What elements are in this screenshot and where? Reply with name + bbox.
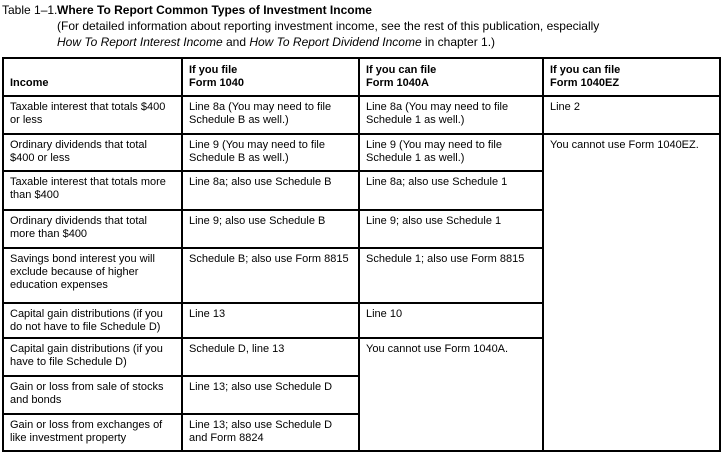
header-income-label: Income: [10, 77, 49, 89]
table-heading: Where To Report Common Types of Investment Income: [57, 3, 372, 17]
header-income: [3, 58, 182, 96]
header-form-1040: [182, 58, 359, 96]
header-1040ez-line2: Form 1040EZ: [550, 77, 620, 89]
income-cell: Savings bond interest you will exclude because of higher education expenses: [3, 248, 182, 303]
form-1040a-cell: Line 9 (You may need to file Schedule 1 as well.): [359, 134, 543, 171]
table-caption-text: [57, 2, 599, 50]
table-row: [3, 96, 720, 134]
header-1040a-line2: Form 1040A: [366, 77, 429, 89]
note-end: in chapter 1.): [421, 35, 496, 49]
form-1040ez-cell: Line 2: [543, 96, 720, 134]
form-1040a-cell: Line 10: [359, 303, 543, 338]
header-1040a-line1: If you can file: [366, 64, 437, 76]
table-caption: [2, 2, 599, 50]
income-cell: Capital gain distributions (if you do not have to file Schedule D): [3, 303, 182, 338]
form-1040-cell: Line 13; also use Schedule D and Form 8824: [182, 414, 359, 451]
header-row: [3, 58, 720, 96]
form-1040a-cell: Schedule 1; also use Form 8815: [359, 248, 543, 303]
income-cell: Taxable interest that totals more than $400: [3, 171, 182, 210]
income-cell: Capital gain distributions (if you have to file Schedule D): [3, 338, 182, 376]
form-1040-cell: Schedule D, line 13: [182, 338, 359, 376]
note-line1: (For detailed information about reporting investment income, see the rest of this publication, especially: [57, 19, 600, 33]
table-row: [3, 134, 720, 171]
form-1040-cell: Line 8a; also use Schedule B: [182, 171, 359, 210]
note-ref-interest: How To Report Interest Income: [57, 35, 223, 49]
form-1040-cell: Line 13: [182, 303, 359, 338]
note-ref-dividend: How To Report Dividend Income: [249, 35, 422, 49]
form-1040-cell: Line 9; also use Schedule B: [182, 210, 359, 248]
table-number: Table 1–1.: [2, 3, 58, 17]
header-1040ez-line1: If you can file: [550, 64, 621, 76]
header-form-1040a: [359, 58, 543, 96]
investment-income-table: [2, 57, 721, 452]
income-cell: Gain or loss from sale of stocks and bonds: [3, 376, 182, 414]
note-mid: and: [222, 35, 250, 49]
income-cell: Ordinary dividends that total more than $400: [3, 210, 182, 248]
form-1040-cell: Line 13; also use Schedule D: [182, 376, 359, 414]
header-1040-line2: Form 1040: [189, 77, 245, 89]
cannot-use-1040ez-cell: You cannot use Form 1040EZ.: [543, 134, 720, 451]
cannot-use-1040a-cell: You cannot use Form 1040A.: [359, 338, 543, 451]
form-1040-cell: Line 9 (You may need to file Schedule B as well.): [182, 134, 359, 171]
form-1040-cell: Line 8a (You may need to file Schedule B as well.): [182, 96, 359, 134]
income-cell: Ordinary dividends that total $400 or less: [3, 134, 182, 171]
form-1040a-cell: Line 8a; also use Schedule 1: [359, 171, 543, 210]
form-1040a-cell: Line 9; also use Schedule 1: [359, 210, 543, 248]
form-1040a-cell: Line 8a (You may need to file Schedule 1 as well.): [359, 96, 543, 134]
income-cell: Gain or loss from exchanges of like investment property: [3, 414, 182, 451]
header-1040-line1: If you file: [189, 64, 238, 76]
form-1040-cell: Schedule B; also use Form 8815: [182, 248, 359, 303]
table-note: [57, 18, 599, 50]
header-form-1040ez: [543, 58, 720, 96]
income-cell: Taxable interest that totals $400 or less: [3, 96, 182, 134]
